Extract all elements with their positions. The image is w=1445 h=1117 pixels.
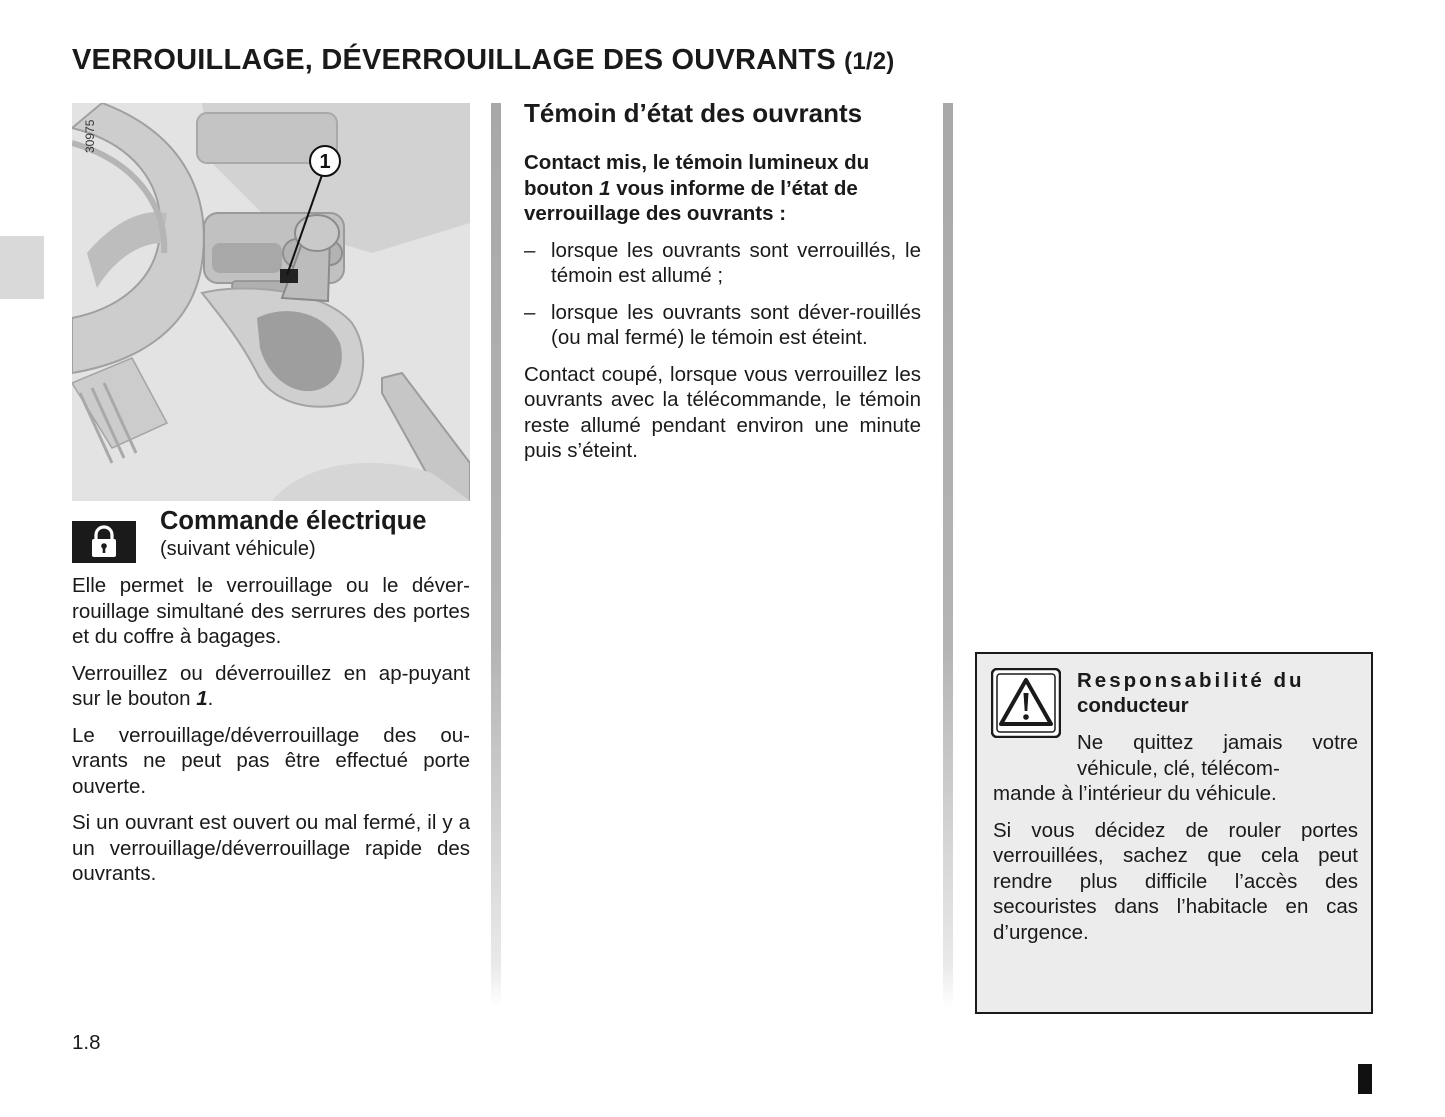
padlock-icon bbox=[72, 521, 136, 563]
paragraph: Le verrouillage/déverrouillage des ou-vrants ne peut pas être effectué porte ouverte. bbox=[72, 723, 470, 798]
car-interior-illustration bbox=[72, 103, 470, 501]
list-item bbox=[524, 300, 921, 351]
callout-number: 1 bbox=[319, 151, 331, 173]
text: Verrouillez ou déverrouillez en ap-puyant sur le bouton bbox=[72, 661, 470, 710]
page-number: 1.8 bbox=[72, 1031, 101, 1054]
text: Contact mis, le témoin lumineux du bouton bbox=[524, 151, 870, 200]
photo-reference: 30975 bbox=[83, 119, 97, 153]
button-reference: 1 bbox=[196, 687, 208, 710]
paragraph: Elle permet le verrouillage ou le déver-rouillage simultané des serrures des portes et du coffre à bagages. bbox=[72, 574, 470, 648]
dash: – bbox=[524, 300, 536, 324]
section-title-electric: Commande électrique bbox=[160, 507, 427, 535]
text: vous informe de l’état de verrouillage des ouvrants : bbox=[524, 176, 858, 225]
chapter-tab bbox=[0, 236, 44, 299]
middle-column-text bbox=[524, 150, 921, 475]
paragraph: Si un ouvrant est ouvert ou mal fermé, il y a un verrouillage/déverrouillage rapide des ouvrants. bbox=[72, 811, 470, 885]
status-list bbox=[524, 238, 921, 351]
lock-badge bbox=[72, 521, 136, 563]
paragraph bbox=[993, 730, 1358, 807]
text: . bbox=[207, 687, 214, 710]
column-divider-right bbox=[943, 103, 953, 1008]
driver-responsibility-warning bbox=[975, 652, 1373, 1014]
warning-body bbox=[993, 730, 1358, 956]
paragraph: Si vous décidez de rouler portes verrouillées, sachez que cela peut rendre plus difficile l’accès des secouristes dans l’habitacle en cas d’urgence. bbox=[993, 818, 1358, 944]
paragraph bbox=[72, 661, 470, 712]
list-item-text: lorsque les ouvrants sont verrouillés, le témoin est allumé ; bbox=[551, 238, 921, 287]
left-column-text bbox=[72, 573, 470, 898]
list-item bbox=[524, 238, 921, 289]
page-title-suffix: (1/2) bbox=[844, 48, 895, 75]
button-reference: 1 bbox=[599, 176, 611, 200]
lead-paragraph bbox=[524, 150, 921, 227]
text: Ne quittez jamais votre véhicule, clé, télécom- bbox=[1077, 731, 1358, 780]
warning-triangle-icon bbox=[991, 668, 1061, 738]
list-item-text: lorsque les ouvrants sont déver-rouillés (ou mal fermé) le témoin est éteint. bbox=[551, 300, 921, 349]
warning-title-line: Responsabilité du bbox=[1077, 669, 1305, 692]
corner-mark bbox=[1358, 1064, 1372, 1094]
page-title bbox=[72, 44, 895, 77]
page-title-text: VERROUILLAGE, DÉVERROUILLAGE DES OUVRANTS bbox=[72, 44, 836, 76]
dash: – bbox=[524, 238, 536, 262]
column-divider-left bbox=[491, 103, 501, 1008]
text: mande à l’intérieur du véhicule. bbox=[993, 782, 1277, 805]
warning-title bbox=[1077, 668, 1358, 718]
section-title-status: Témoin d’état des ouvrants bbox=[524, 98, 863, 128]
section-subtitle: (suivant véhicule) bbox=[160, 538, 316, 560]
paragraph: Contact coupé, lorsque vous verrouillez les ouvrants avec la télécommande, le témoin reste allumé pendant environ une minute puis s’éteint. bbox=[524, 362, 921, 462]
warning-title-line: conducteur bbox=[1077, 694, 1189, 717]
